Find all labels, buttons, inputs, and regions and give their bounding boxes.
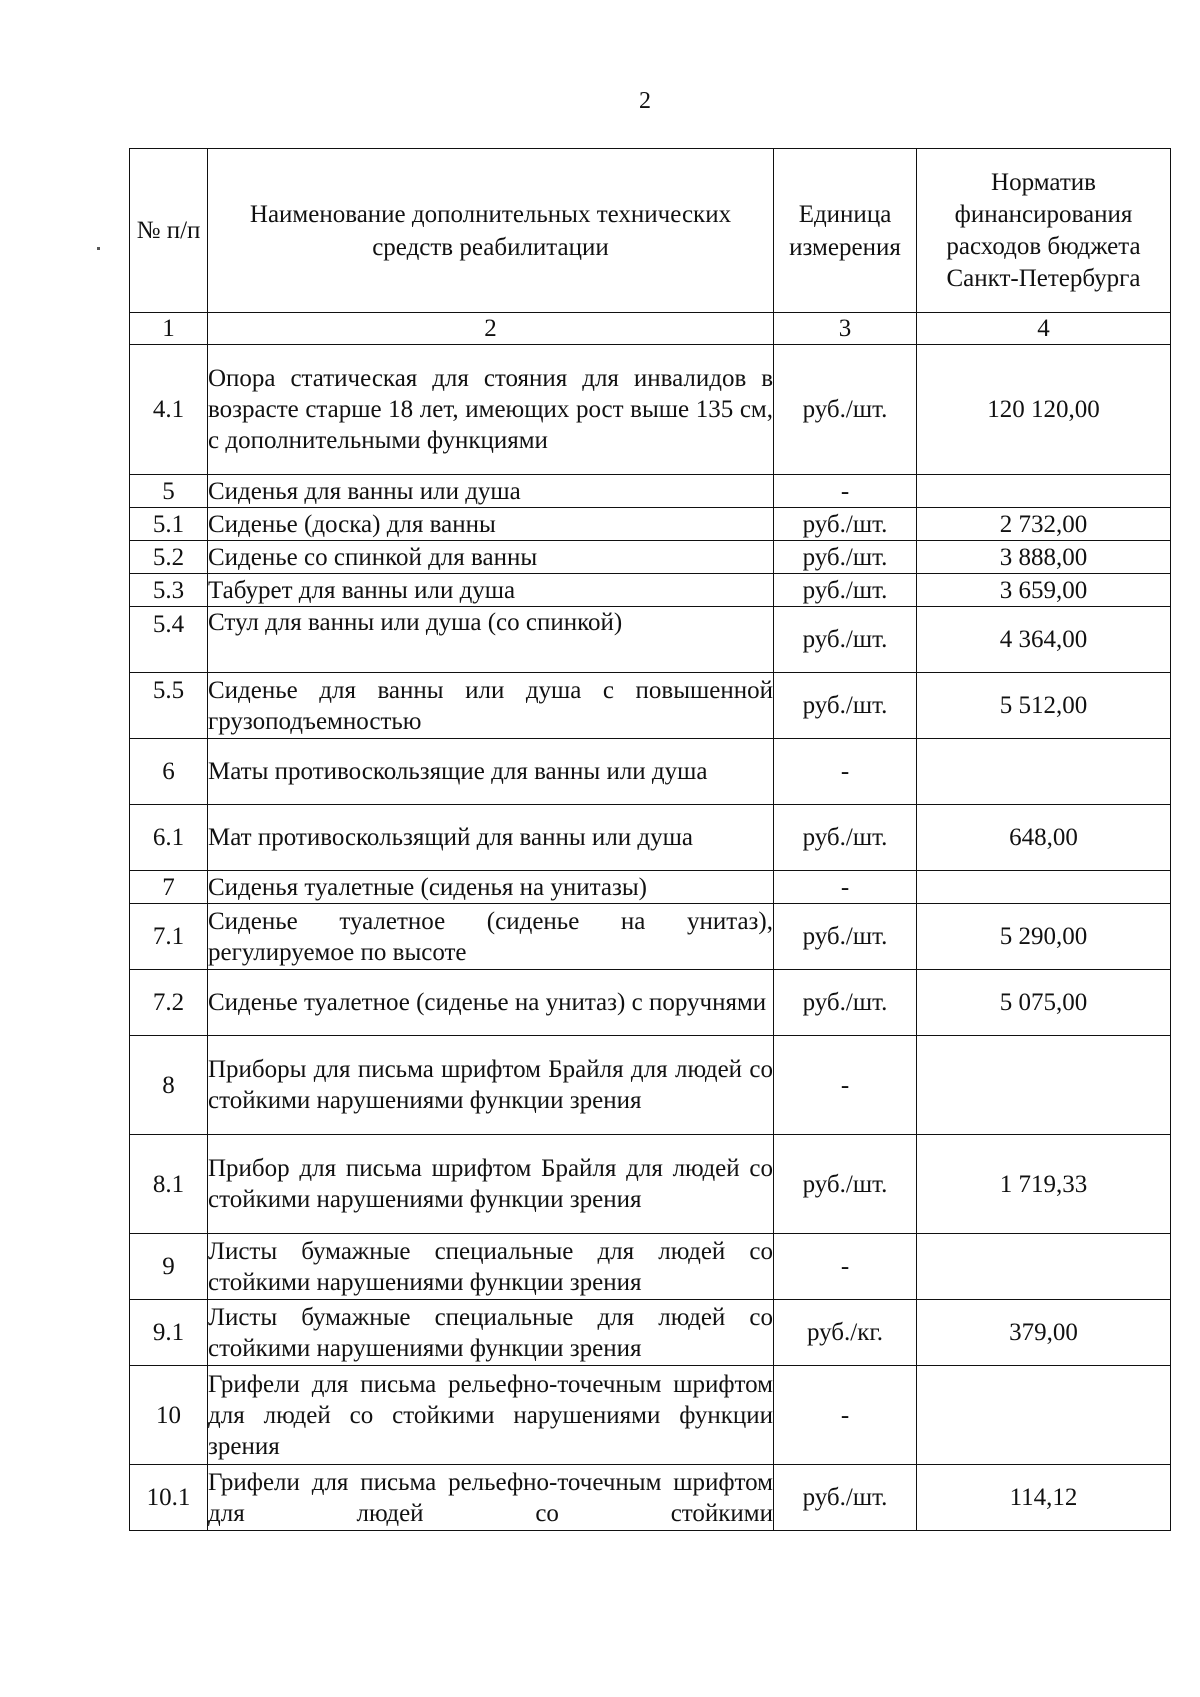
row-unit: руб./шт.: [774, 1465, 917, 1531]
row-unit: руб./шт.: [774, 541, 917, 574]
row-name: Сиденье туалетное (сиденье на унитаз), регулируемое по высоте: [208, 904, 774, 970]
row-value: 4 364,00: [917, 607, 1171, 673]
row-unit: руб./шт.: [774, 508, 917, 541]
table-header-row: [130, 149, 1171, 313]
table-row: [130, 1465, 1171, 1531]
row-name: Опора статическая для стояния для инвалидов в возрасте старше 18 лет, имеющих рост выше 135 см, с дополнительными функциями: [208, 345, 774, 475]
column-number: 1: [130, 313, 208, 345]
row-num: 4.1: [130, 345, 208, 475]
table-row: [130, 739, 1171, 805]
header-unit: Единица измерения: [774, 149, 917, 313]
row-num: 6: [130, 739, 208, 805]
row-value: 3 888,00: [917, 541, 1171, 574]
table-row: [130, 1135, 1171, 1234]
table-row: [130, 805, 1171, 871]
header-num: № п/п: [130, 149, 208, 313]
row-num: 10.1: [130, 1465, 208, 1531]
row-name: Сиденье (доска) для ванны: [208, 508, 774, 541]
row-value: 114,12: [917, 1465, 1171, 1531]
table-row: [130, 508, 1171, 541]
row-num: 9: [130, 1234, 208, 1300]
row-value: [917, 475, 1171, 508]
row-value: [917, 871, 1171, 904]
row-name: Листы бумажные специальные для людей со стойкими нарушениями функции зрения: [208, 1234, 774, 1300]
row-name: Сиденье со спинкой для ванны: [208, 541, 774, 574]
table-row: [130, 1300, 1171, 1366]
row-unit: руб./шт.: [774, 904, 917, 970]
table-row: [130, 1036, 1171, 1135]
row-name: Маты противоскользящие для ванны или душа: [208, 739, 774, 805]
table-row: [130, 1366, 1171, 1465]
row-value: 5 075,00: [917, 970, 1171, 1036]
row-name: Листы бумажные специальные для людей со стойкими нарушениями функции зрения: [208, 1300, 774, 1366]
table-row: [130, 970, 1171, 1036]
row-num: 8: [130, 1036, 208, 1135]
row-value: [917, 739, 1171, 805]
page-number: 2: [639, 88, 651, 114]
table-row: [130, 607, 1171, 673]
row-value: [917, 1036, 1171, 1135]
row-name: Прибор для письма шрифтом Брайля для людей со стойкими нарушениями функции зрения: [208, 1135, 774, 1234]
row-num: 8.1: [130, 1135, 208, 1234]
column-number: 4: [917, 313, 1171, 345]
row-value: 5 290,00: [917, 904, 1171, 970]
row-unit: руб./шт.: [774, 970, 917, 1036]
row-unit: -: [774, 1234, 917, 1300]
row-name: Сиденье для ванны или душа с повышенной грузоподъемностью: [208, 673, 774, 739]
row-unit: руб./шт.: [774, 805, 917, 871]
table-row: [130, 904, 1171, 970]
row-unit: руб./шт.: [774, 574, 917, 607]
row-name: Сиденья туалетные (сиденья на унитазы): [208, 871, 774, 904]
row-num: 5: [130, 475, 208, 508]
row-value: 1 719,33: [917, 1135, 1171, 1234]
header-norm: Норматив финансирования расходов бюджета Санкт-Петербурга: [917, 149, 1171, 313]
row-num: 7.2: [130, 970, 208, 1036]
row-name: Табурет для ванны или душа: [208, 574, 774, 607]
row-num: 5.2: [130, 541, 208, 574]
table-row: [130, 541, 1171, 574]
scan-speck: [97, 247, 100, 250]
row-value: 120 120,00: [917, 345, 1171, 475]
header-name: Наименование дополнительных технических средств реабилитации: [208, 149, 774, 313]
row-unit: -: [774, 739, 917, 805]
column-numbers-row: [130, 313, 1171, 345]
column-number: 3: [774, 313, 917, 345]
column-number: 2: [208, 313, 774, 345]
row-value: 648,00: [917, 805, 1171, 871]
row-unit: -: [774, 1036, 917, 1135]
row-num: 10: [130, 1366, 208, 1465]
table-row: [130, 673, 1171, 739]
row-value: 3 659,00: [917, 574, 1171, 607]
row-name: Грифели для письма рельефно-точечным шрифтом для людей со стойкими: [208, 1465, 774, 1531]
row-num: 5.1: [130, 508, 208, 541]
row-unit: руб./кг.: [774, 1300, 917, 1366]
row-value: 2 732,00: [917, 508, 1171, 541]
row-num: 9.1: [130, 1300, 208, 1366]
row-name: Сиденья для ванны или душа: [208, 475, 774, 508]
row-value: 5 512,00: [917, 673, 1171, 739]
table-row: [130, 1234, 1171, 1300]
row-name: Грифели для письма рельефно-точечным шрифтом для людей со стойкими нарушениями функции зрения: [208, 1366, 774, 1465]
row-unit: руб./шт.: [774, 345, 917, 475]
table-row: [130, 574, 1171, 607]
table-row: [130, 475, 1171, 508]
row-num: 5.3: [130, 574, 208, 607]
row-num: 7.1: [130, 904, 208, 970]
row-name: Мат противоскользящий для ванны или душа: [208, 805, 774, 871]
row-unit: руб./шт.: [774, 673, 917, 739]
row-unit: -: [774, 871, 917, 904]
row-unit: руб./шт.: [774, 1135, 917, 1234]
rehabilitation-means-table: [129, 148, 1171, 1531]
row-unit: -: [774, 475, 917, 508]
row-num: 6.1: [130, 805, 208, 871]
row-value: 379,00: [917, 1300, 1171, 1366]
row-name: Стул для ванны или душа (со спинкой): [208, 607, 774, 673]
table-row: [130, 345, 1171, 475]
row-num: 7: [130, 871, 208, 904]
row-name: Приборы для письма шрифтом Брайля для людей со стойкими нарушениями функции зрения: [208, 1036, 774, 1135]
row-num: 5.4: [130, 607, 208, 673]
row-name: Сиденье туалетное (сиденье на унитаз) с поручнями: [208, 970, 774, 1036]
row-unit: -: [774, 1366, 917, 1465]
row-num: 5.5: [130, 673, 208, 739]
row-value: [917, 1234, 1171, 1300]
row-unit: руб./шт.: [774, 607, 917, 673]
table-row: [130, 871, 1171, 904]
row-value: [917, 1366, 1171, 1465]
